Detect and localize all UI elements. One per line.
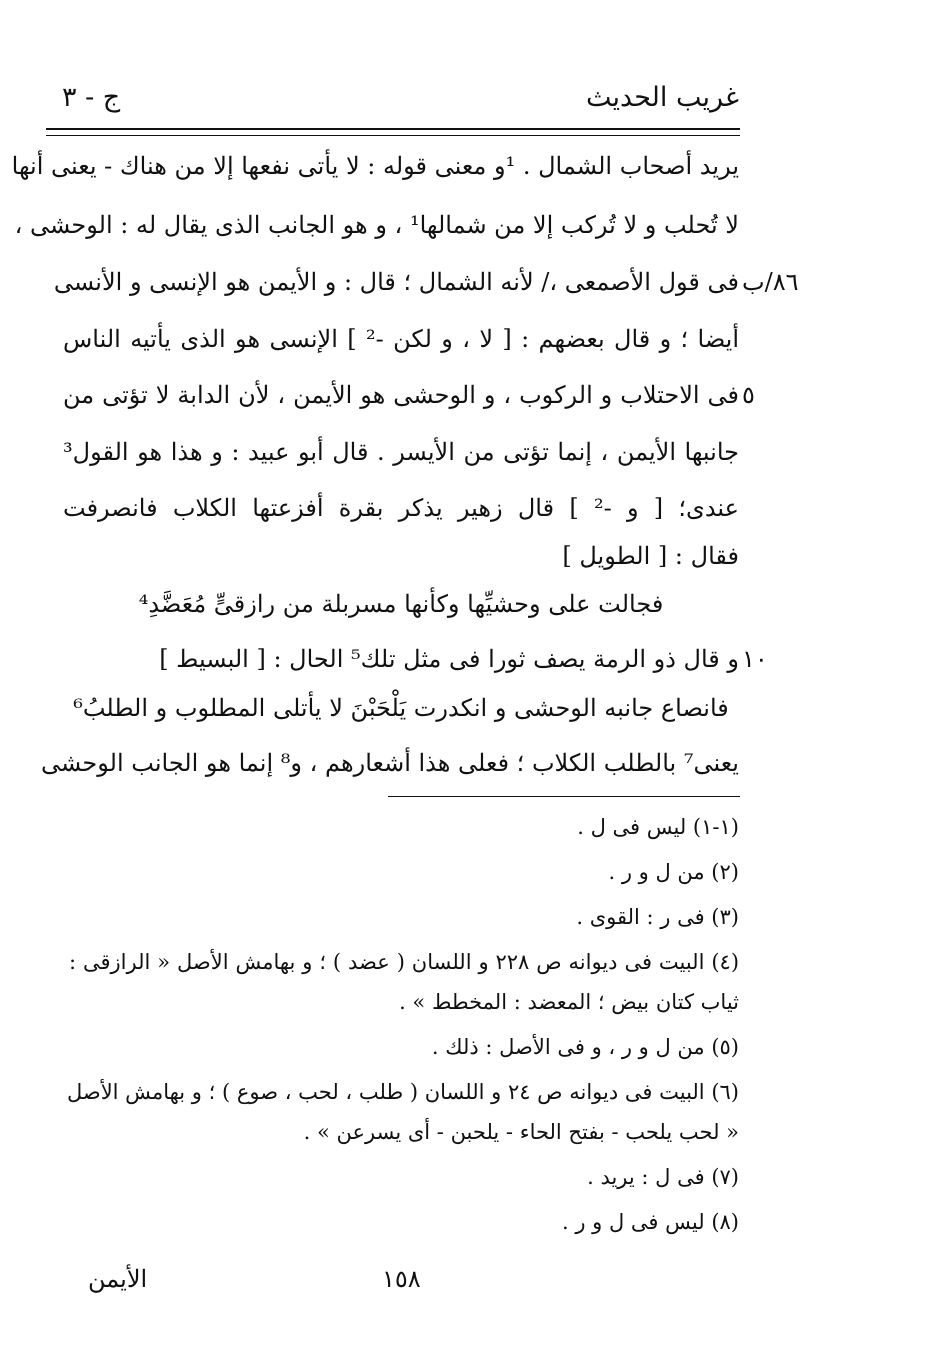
footnote: (٧) فى ل : يريد . xyxy=(587,1165,739,1189)
line-number-5: ٥ xyxy=(742,381,755,409)
footnote-continuation: « لحب يلحب - بفتح الحاء - يلحبن - أى يسرعن » . xyxy=(303,1120,739,1144)
header-rule-thin xyxy=(46,135,740,136)
line-number-10: ١٠ xyxy=(742,645,768,673)
verse-zuhayr: فجالت على وحشيِّها وكأنها مسربلة من رازقىٍّ مُعَضَّدِ⁴ xyxy=(138,590,664,618)
footnote: (٢) من ل و ر . xyxy=(608,860,739,884)
text-line: لا تُحلب و لا تُركب إلا من شمالها¹ ، و هو الجانب الذى يقال له : الوحشى ، xyxy=(14,211,739,239)
folio-marker: ٨٦/ب xyxy=(742,268,799,296)
footnote: (٥) من ل و ر ، و فى الأصل : ذلك . xyxy=(431,1035,739,1059)
footnote: (٣) فى ر : القوى . xyxy=(576,905,739,929)
running-title: غريب الحديث xyxy=(586,82,739,113)
footnote: (١-١) ليس فى ل . xyxy=(577,815,739,839)
text-line: فى الاحتلاب و الركوب ، و الوحشى هو الأيمن ، لأن الدابة لا تؤتى من xyxy=(63,381,739,409)
catchword: الأيمن xyxy=(88,1265,148,1293)
volume-marker: ج - ٣ xyxy=(62,82,121,113)
footnote: (٨) ليس فى ل و ر . xyxy=(562,1210,739,1234)
text-line: يريد أصحاب الشمال . ¹و معنى قوله : لا يأتى نفعها إلا من هناك - يعنى أنها xyxy=(11,152,739,180)
text-line: عندى؛ [ و -² ] قال زهير يذكر بقرة أفزعتها الكلاب فانصرفت xyxy=(63,494,739,522)
verse-dhu-al-rumma: فانصاع جانبه الوحشى و انكدرت يَلْحَبْنَ لا يأتلى المطلوب و الطلبُ⁶ xyxy=(73,694,729,722)
footnote-continuation: ثياب كتان بيض ؛ المعضد : المخطط » . xyxy=(399,990,739,1014)
text-line: و قال ذو الرمة يصف ثورا فى مثل تلك⁵ الحال : [ البسيط ] xyxy=(159,645,739,673)
footnote: (٦) البيت فى ديوانه ص ٢٤ و اللسان ( طلب ، لحب ، صوع ) ؛ و بهامش الأصل xyxy=(66,1080,739,1104)
text-line: يعنى⁷ بالطلب الكلاب ؛ فعلى هذا أشعارهم ، و⁸ إنما هو الجانب الوحشى xyxy=(41,749,739,777)
text-line: جانبها الأيمن ، إنما تؤتى من الأيسر . قال أبو عبيد : و هذا هو القول³ xyxy=(63,438,739,466)
text-line: أيضا ؛ و قال بعضهم : [ لا ، و لكن -² ] الإنسى هو الذى يأتيه الناس xyxy=(63,325,739,353)
footnote: (٤) البيت فى ديوانه ص ٢٢٨ و اللسان ( عضد ) ؛ و بهامش الأصل « الرازقى : xyxy=(69,950,740,974)
header-rule-thick xyxy=(46,128,740,130)
footnote-rule xyxy=(388,796,740,797)
meter-label: فقال : [ الطويل ] xyxy=(562,542,739,570)
text-line: فى قول الأصمعى ،/ لأنه الشمال ؛ قال : و الأيمن هو الإنسى و الأنسى xyxy=(53,268,739,296)
page-number: ١٥٨ xyxy=(382,1265,421,1293)
